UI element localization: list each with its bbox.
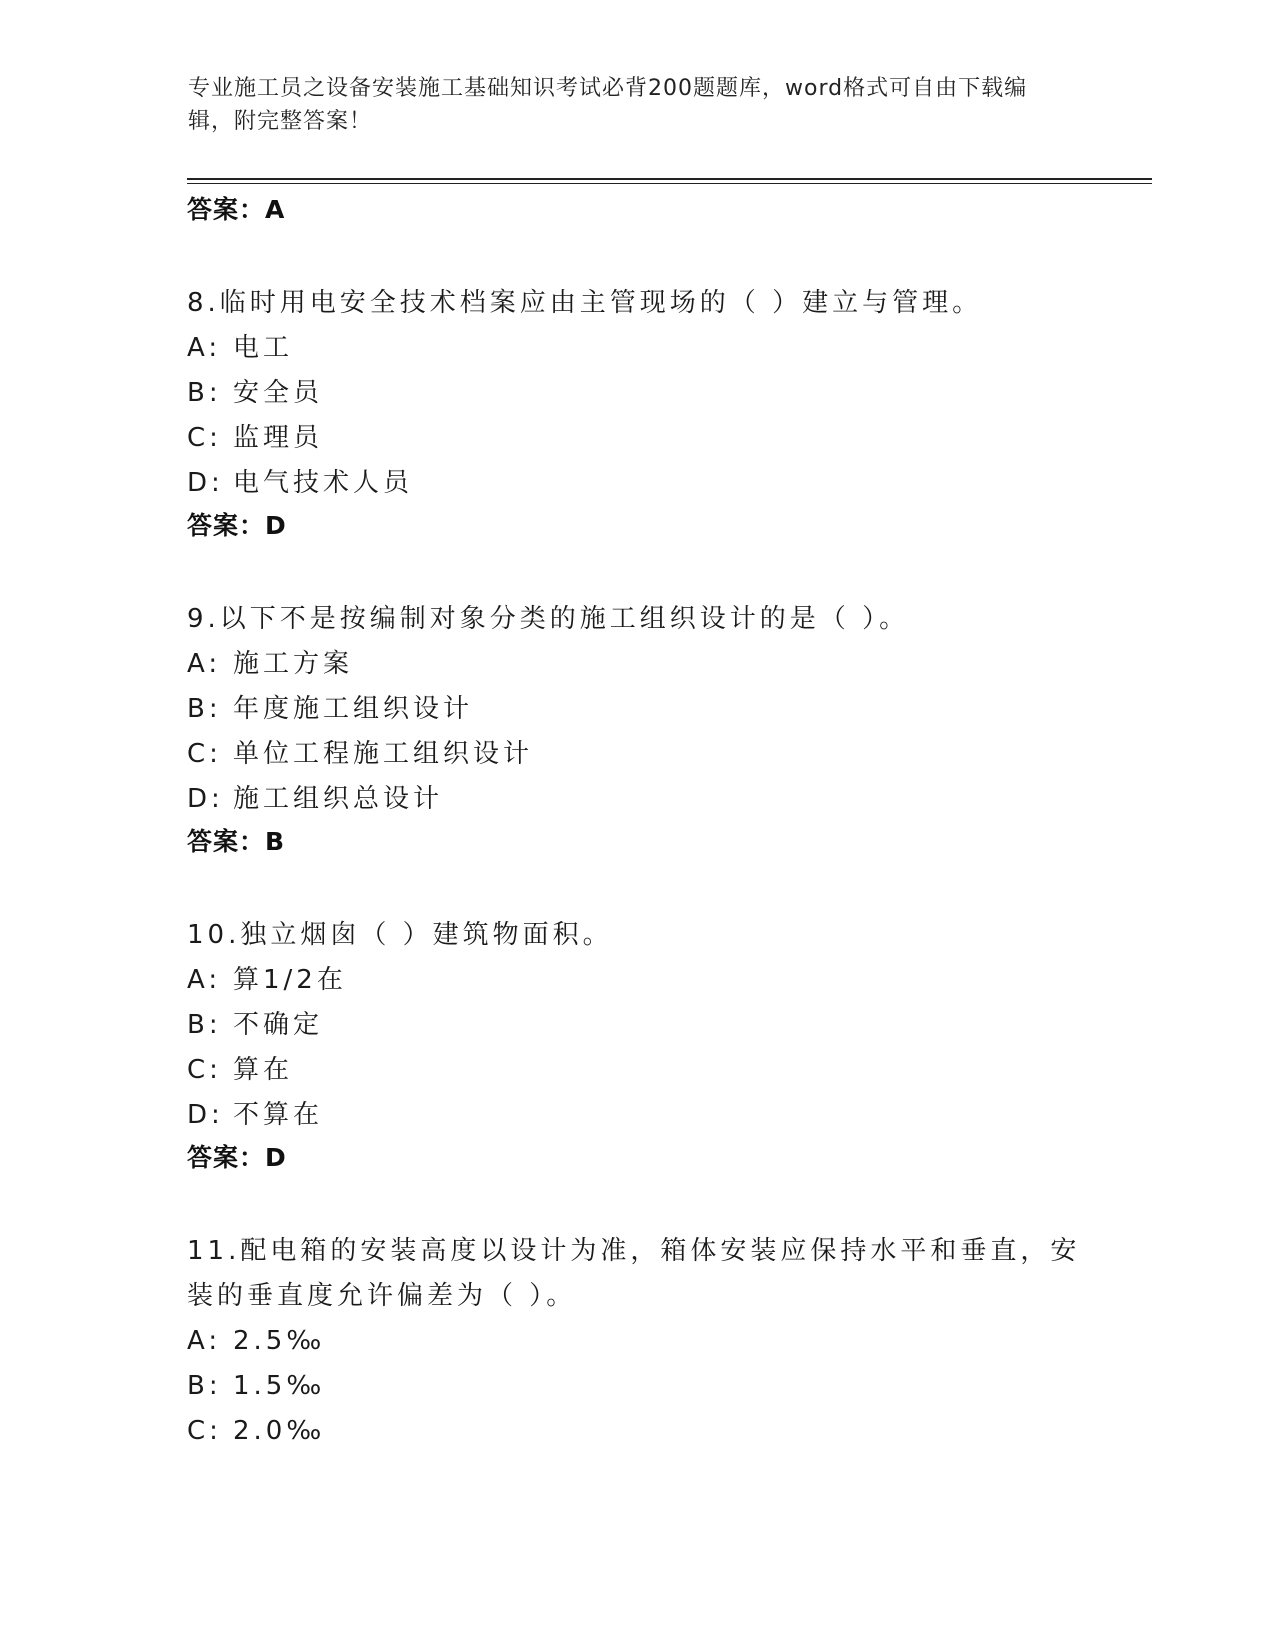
- question-block: [187, 1229, 1087, 1454]
- option-b: B: 年度施工组织设计: [187, 694, 474, 724]
- question-block: [187, 597, 1087, 862]
- option-c: C: 2.0‰: [187, 1416, 326, 1446]
- answer-value: B: [265, 827, 286, 856]
- option-b: B: 安全员: [187, 378, 324, 408]
- question-text: 9.以下不是按编制对象分类的施工组织设计的是（ ）。: [187, 604, 910, 634]
- option-d: D: 不算在: [187, 1100, 324, 1130]
- option-d: D: 施工组织总设计: [187, 784, 444, 814]
- option-b: B: 1.5‰: [187, 1371, 326, 1401]
- option-a: A: 电工: [187, 333, 294, 363]
- question-block: [187, 913, 1087, 1178]
- document-header: 专业施工员之设备安装施工基础知识考试必背200题题库，word格式可自由下载编辑，附完整答案！: [188, 76, 1028, 134]
- spacer: [187, 230, 1087, 281]
- option-a: A: 2.5‰: [187, 1326, 326, 1356]
- answer-line: 答案：B: [187, 827, 286, 856]
- question-text: 8.临时用电安全技术档案应由主管现场的（ ）建立与管理。: [187, 288, 983, 318]
- option-b: B: 不确定: [187, 1010, 324, 1040]
- answer-line: 答案：D: [187, 1143, 287, 1172]
- spacer: [187, 862, 1087, 913]
- option-d: D: 电气技术人员: [187, 468, 414, 498]
- option-a: A: 算1/2在: [187, 965, 347, 995]
- question-text: 11.配电箱的安装高度以设计为准，箱体安装应保持水平和垂直，安装的垂直度允许偏差为（ ）。: [187, 1236, 1081, 1311]
- spacer: [187, 1178, 1087, 1229]
- spacer: [187, 546, 1087, 597]
- answer-line: 答案：A: [187, 195, 286, 224]
- answer-value: D: [265, 1143, 287, 1172]
- option-a: A: 施工方案: [187, 649, 354, 679]
- option-c: C: 监理员: [187, 423, 324, 453]
- option-c: C: 算在: [187, 1055, 294, 1085]
- answer-line: 答案：D: [187, 511, 287, 540]
- question-list: [187, 190, 1087, 1454]
- answer-value: D: [265, 511, 287, 540]
- header-divider: [187, 178, 1152, 184]
- question-block: [187, 281, 1087, 546]
- option-c: C: 单位工程施工组织设计: [187, 739, 534, 769]
- question-text: 10.独立烟囱（ ）建筑物面积。: [187, 920, 613, 950]
- answer-value: A: [265, 195, 286, 224]
